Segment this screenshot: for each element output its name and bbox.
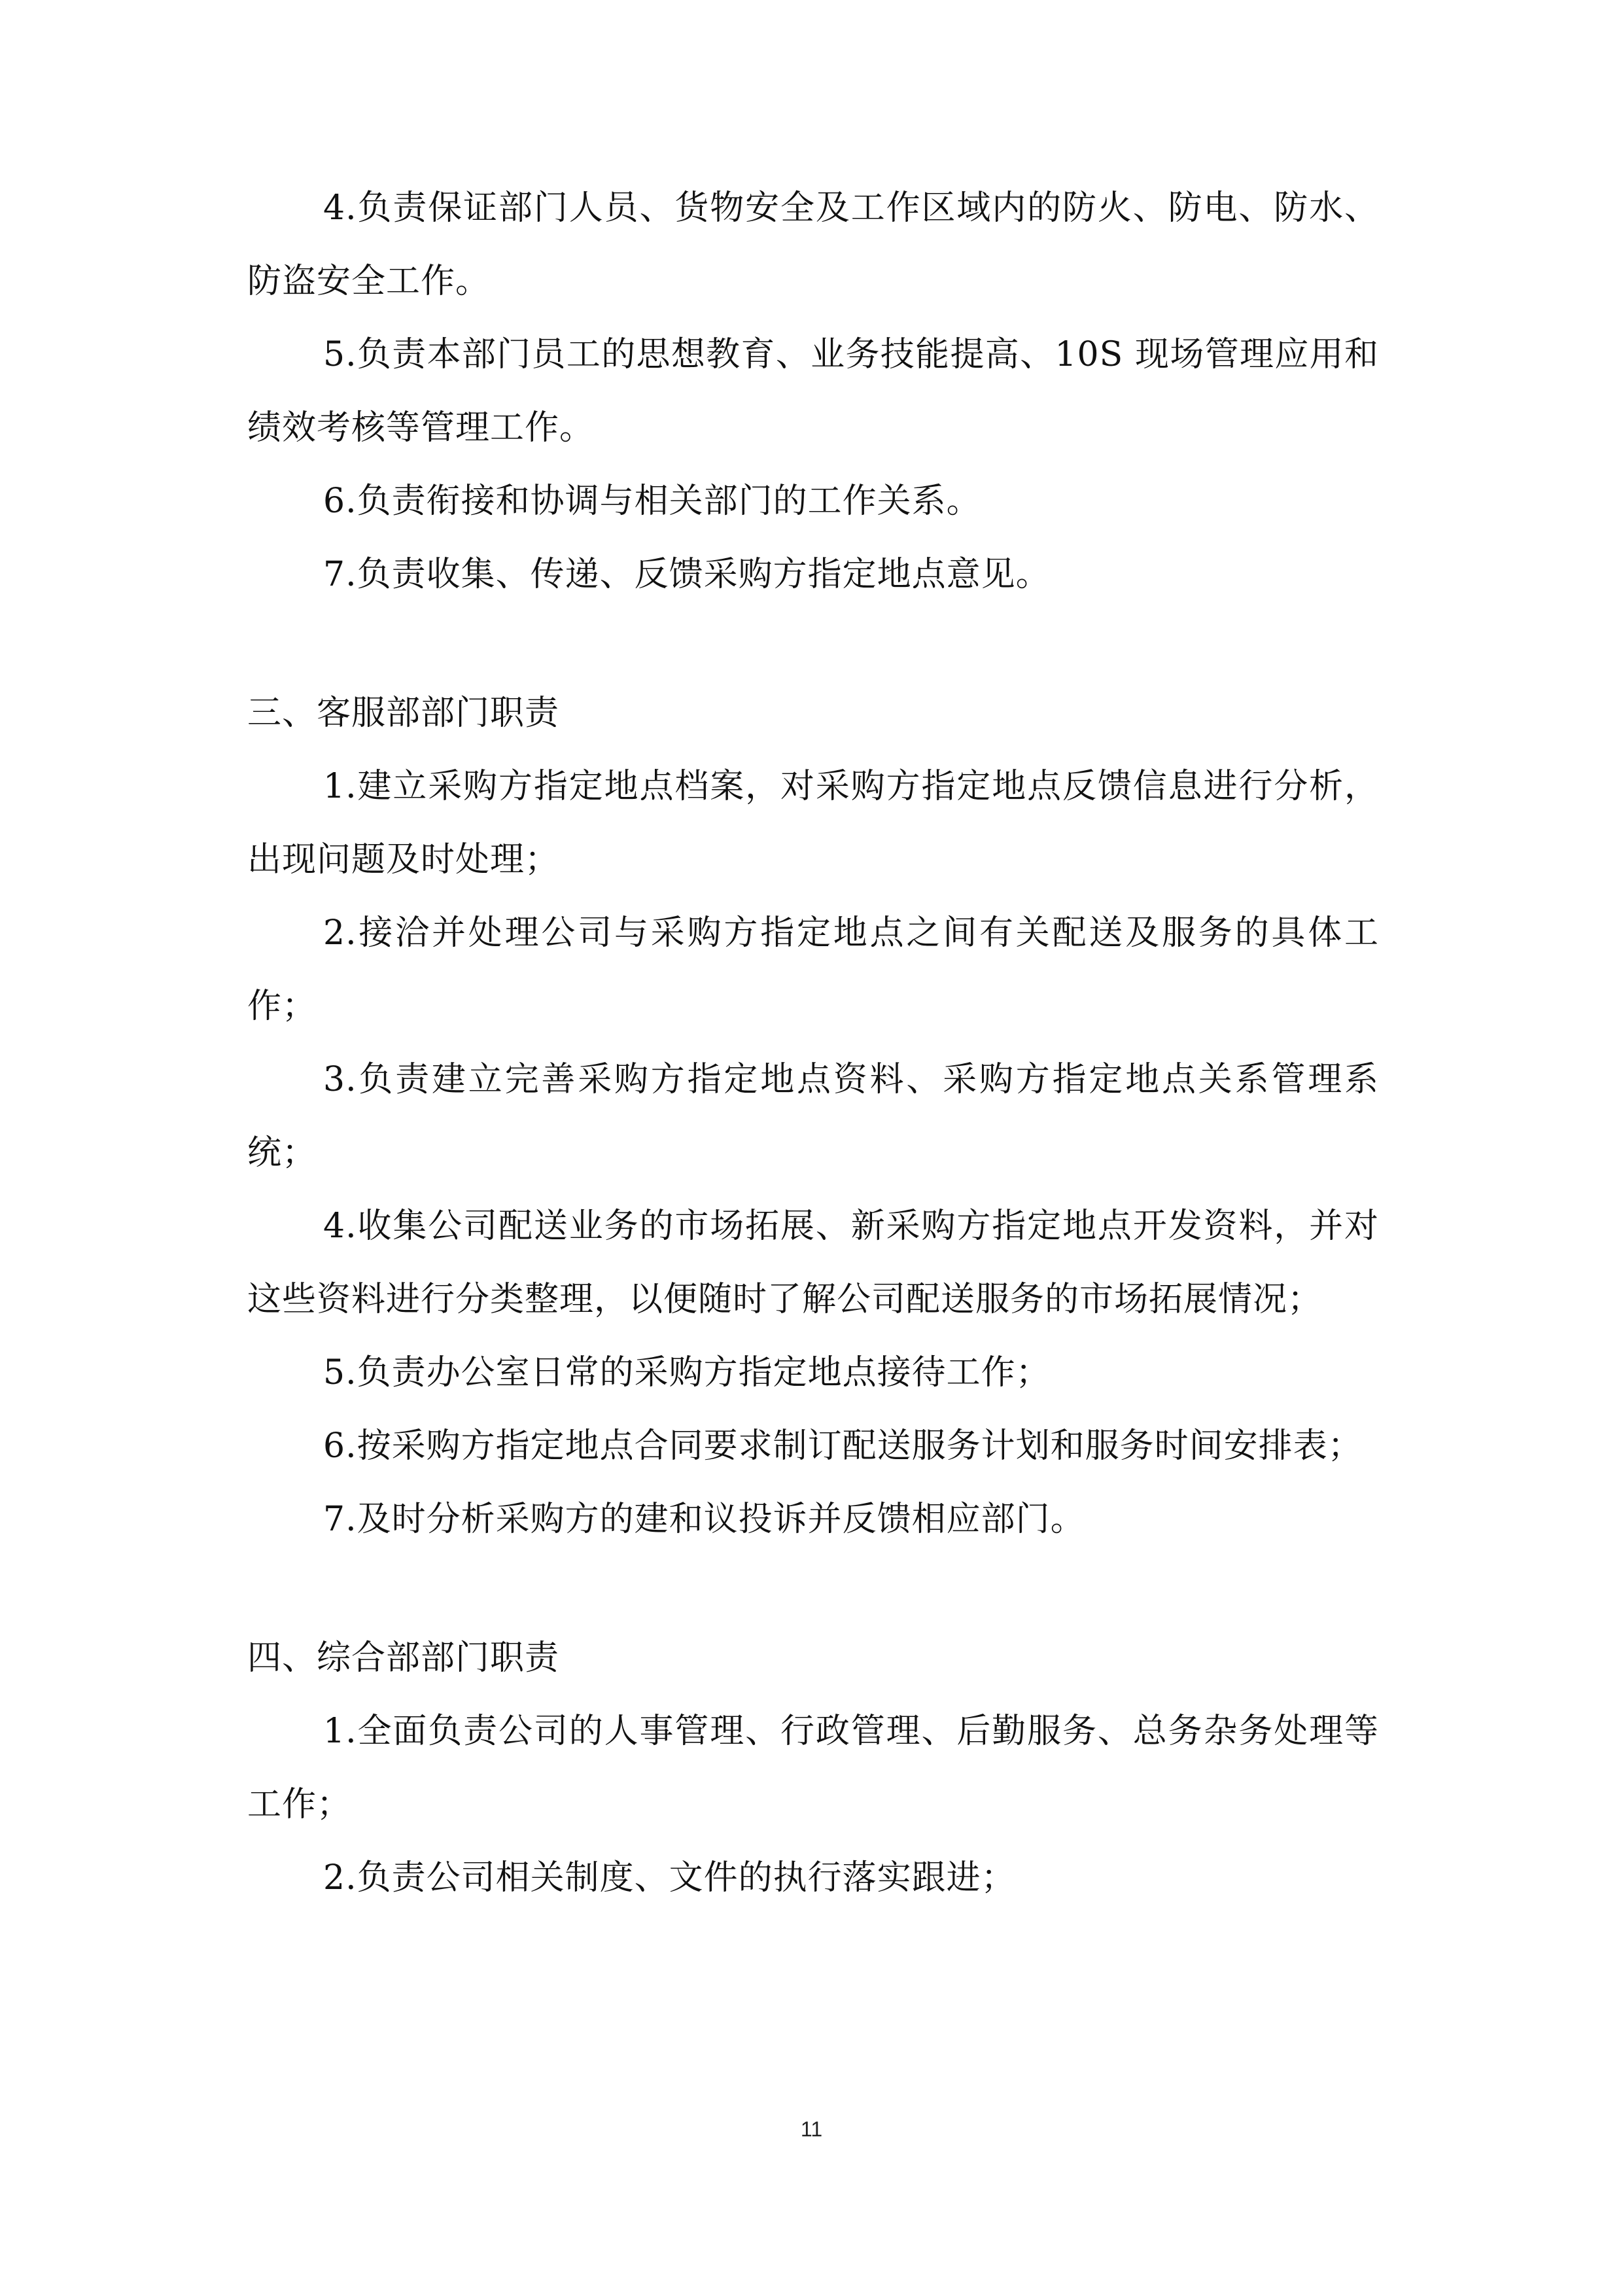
section-heading-general-affairs: 四、综合部部门职责	[247, 1638, 560, 1678]
duty-item: 4.负责保证部门人员、货物安全及工作区域内的防火、防电、防水、防盗安全工作。	[247, 188, 1379, 301]
duty-item: 5.负责本部门员工的思想教育、业务技能提高、10S 现场管理应用和绩效考核等管理工作。	[247, 335, 1379, 448]
page-number: 11	[800, 2117, 823, 2141]
duty-item: 7.负责收集、传递、反馈采购方指定地点意见。	[323, 555, 1051, 594]
duty-item: 3.负责建立完善采购方指定地点资料、采购方指定地点关系管理系统；	[247, 1060, 1379, 1173]
duty-item: 2.负责公司相关制度、文件的执行落实跟进；	[323, 1858, 1016, 1898]
duty-item: 4.收集公司配送业务的市场拓展、新采购方指定地点开发资料，并对这些资料进行分类整理，以便随时了解公司配送服务的市场拓展情况；	[247, 1207, 1379, 1319]
duty-item: 5.负责办公室日常的采购方指定地点接待工作；	[323, 1353, 1051, 1392]
duty-item: 6.按采购方指定地点合同要求制订配送服务计划和服务时间安排表；	[323, 1426, 1363, 1466]
document-body	[247, 171, 1379, 1915]
duty-item: 7.及时分析采购方的建和议投诉并反馈相应部门。	[323, 1500, 1085, 1539]
duty-item: 6.负责衔接和协调与相关部门的工作关系。	[323, 482, 981, 521]
duty-item: 1.全面负责公司的人事管理、行政管理、后勤服务、总务杂务处理等工作；	[247, 1712, 1379, 1824]
duty-item: 2.接洽并处理公司与采购方指定地点之间有关配送及服务的具体工作；	[247, 913, 1379, 1026]
duty-item: 1.建立采购方指定地点档案，对采购方指定地点反馈信息进行分析，出现问题及时处理；	[247, 767, 1379, 879]
section-heading-customer-service: 三、客服部部门职责	[247, 694, 560, 733]
